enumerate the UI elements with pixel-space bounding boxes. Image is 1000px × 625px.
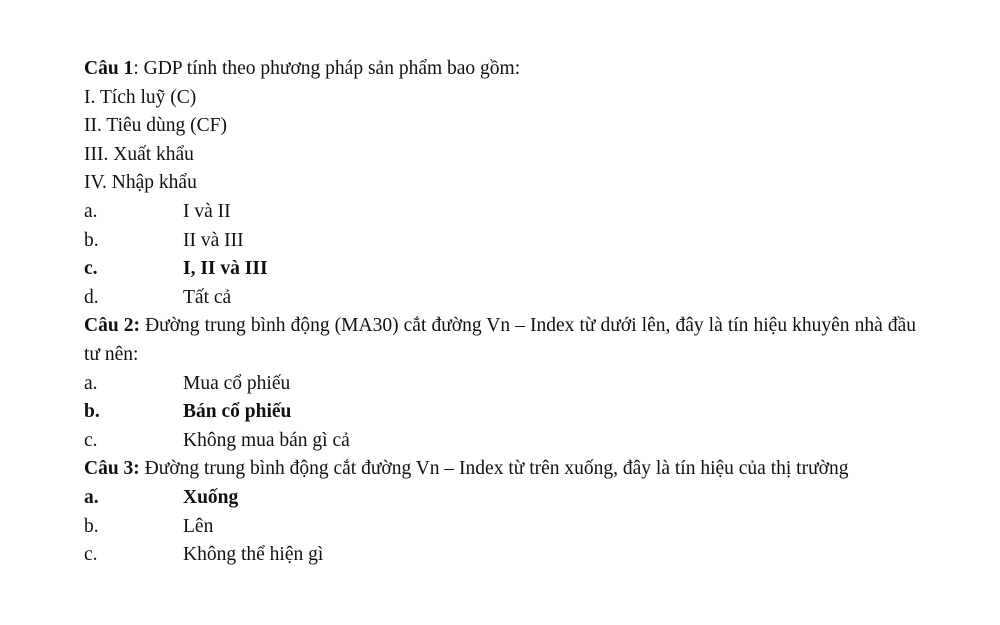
option-letter: a. <box>84 486 99 508</box>
answer-option <box>84 513 916 542</box>
option-letter: b. <box>84 401 100 423</box>
answer-option-correct <box>84 484 916 513</box>
option-letter: a. <box>84 200 98 222</box>
option-letter: c. <box>84 429 98 451</box>
option-letter: a. <box>84 372 98 394</box>
answer-option-correct <box>84 255 916 284</box>
option-letter: d. <box>84 286 99 308</box>
option-text: II và III <box>183 229 244 251</box>
answer-option <box>84 427 916 456</box>
option-text: Không mua bán gì cả <box>183 429 350 451</box>
statement-item: IV. Nhập khẩu <box>84 172 197 194</box>
statement-item: I. Tích luỹ (C) <box>84 86 197 108</box>
question-3-text: Đường trung bình động cắt đường Vn – Index từ trên xuống, đây là tín hiệu của thị trường <box>144 458 849 480</box>
option-text: Không thể hiện gì <box>183 544 324 566</box>
answer-option <box>84 541 916 570</box>
option-letter: c. <box>84 258 98 280</box>
question-1-label: Câu 1 <box>84 58 134 79</box>
quiz-content <box>84 55 916 570</box>
option-text: I, II và III <box>183 258 268 280</box>
option-text: Bán cổ phiếu <box>183 401 292 423</box>
option-text: I và II <box>183 200 231 222</box>
question-1: Câu 1: GDP tính theo phương pháp sản phẩm bao gồm: <box>84 58 521 79</box>
question-3-label: Câu 3: <box>84 458 140 480</box>
option-letter: b. <box>84 229 99 251</box>
question-1-text: GDP tính theo phương pháp sản phẩm bao gồm: <box>143 58 521 79</box>
statement-item: II. Tiêu dùng (CF) <box>84 115 228 137</box>
option-letter: c. <box>84 544 98 566</box>
option-text: Xuống <box>183 486 239 508</box>
option-text: Lên <box>183 515 214 537</box>
question-2 <box>84 312 916 369</box>
answer-option <box>84 198 916 227</box>
answer-option <box>84 284 916 313</box>
answer-option <box>84 227 916 256</box>
question-3 <box>84 455 916 484</box>
option-letter: b. <box>84 515 99 537</box>
option-text: Tất cả <box>183 286 232 308</box>
answer-option <box>84 370 916 399</box>
question-2-label: Câu 2: <box>84 315 140 337</box>
answer-option-correct <box>84 398 916 427</box>
question-2-text: Đường trung bình động (MA30) cắt đường Vn – Index từ dưới lên, đây là tín hiệu khuyên nhà đầu tư nên: <box>84 315 916 365</box>
statement-item: III. Xuất khẩu <box>84 143 194 165</box>
option-text: Mua cổ phiếu <box>183 372 291 394</box>
